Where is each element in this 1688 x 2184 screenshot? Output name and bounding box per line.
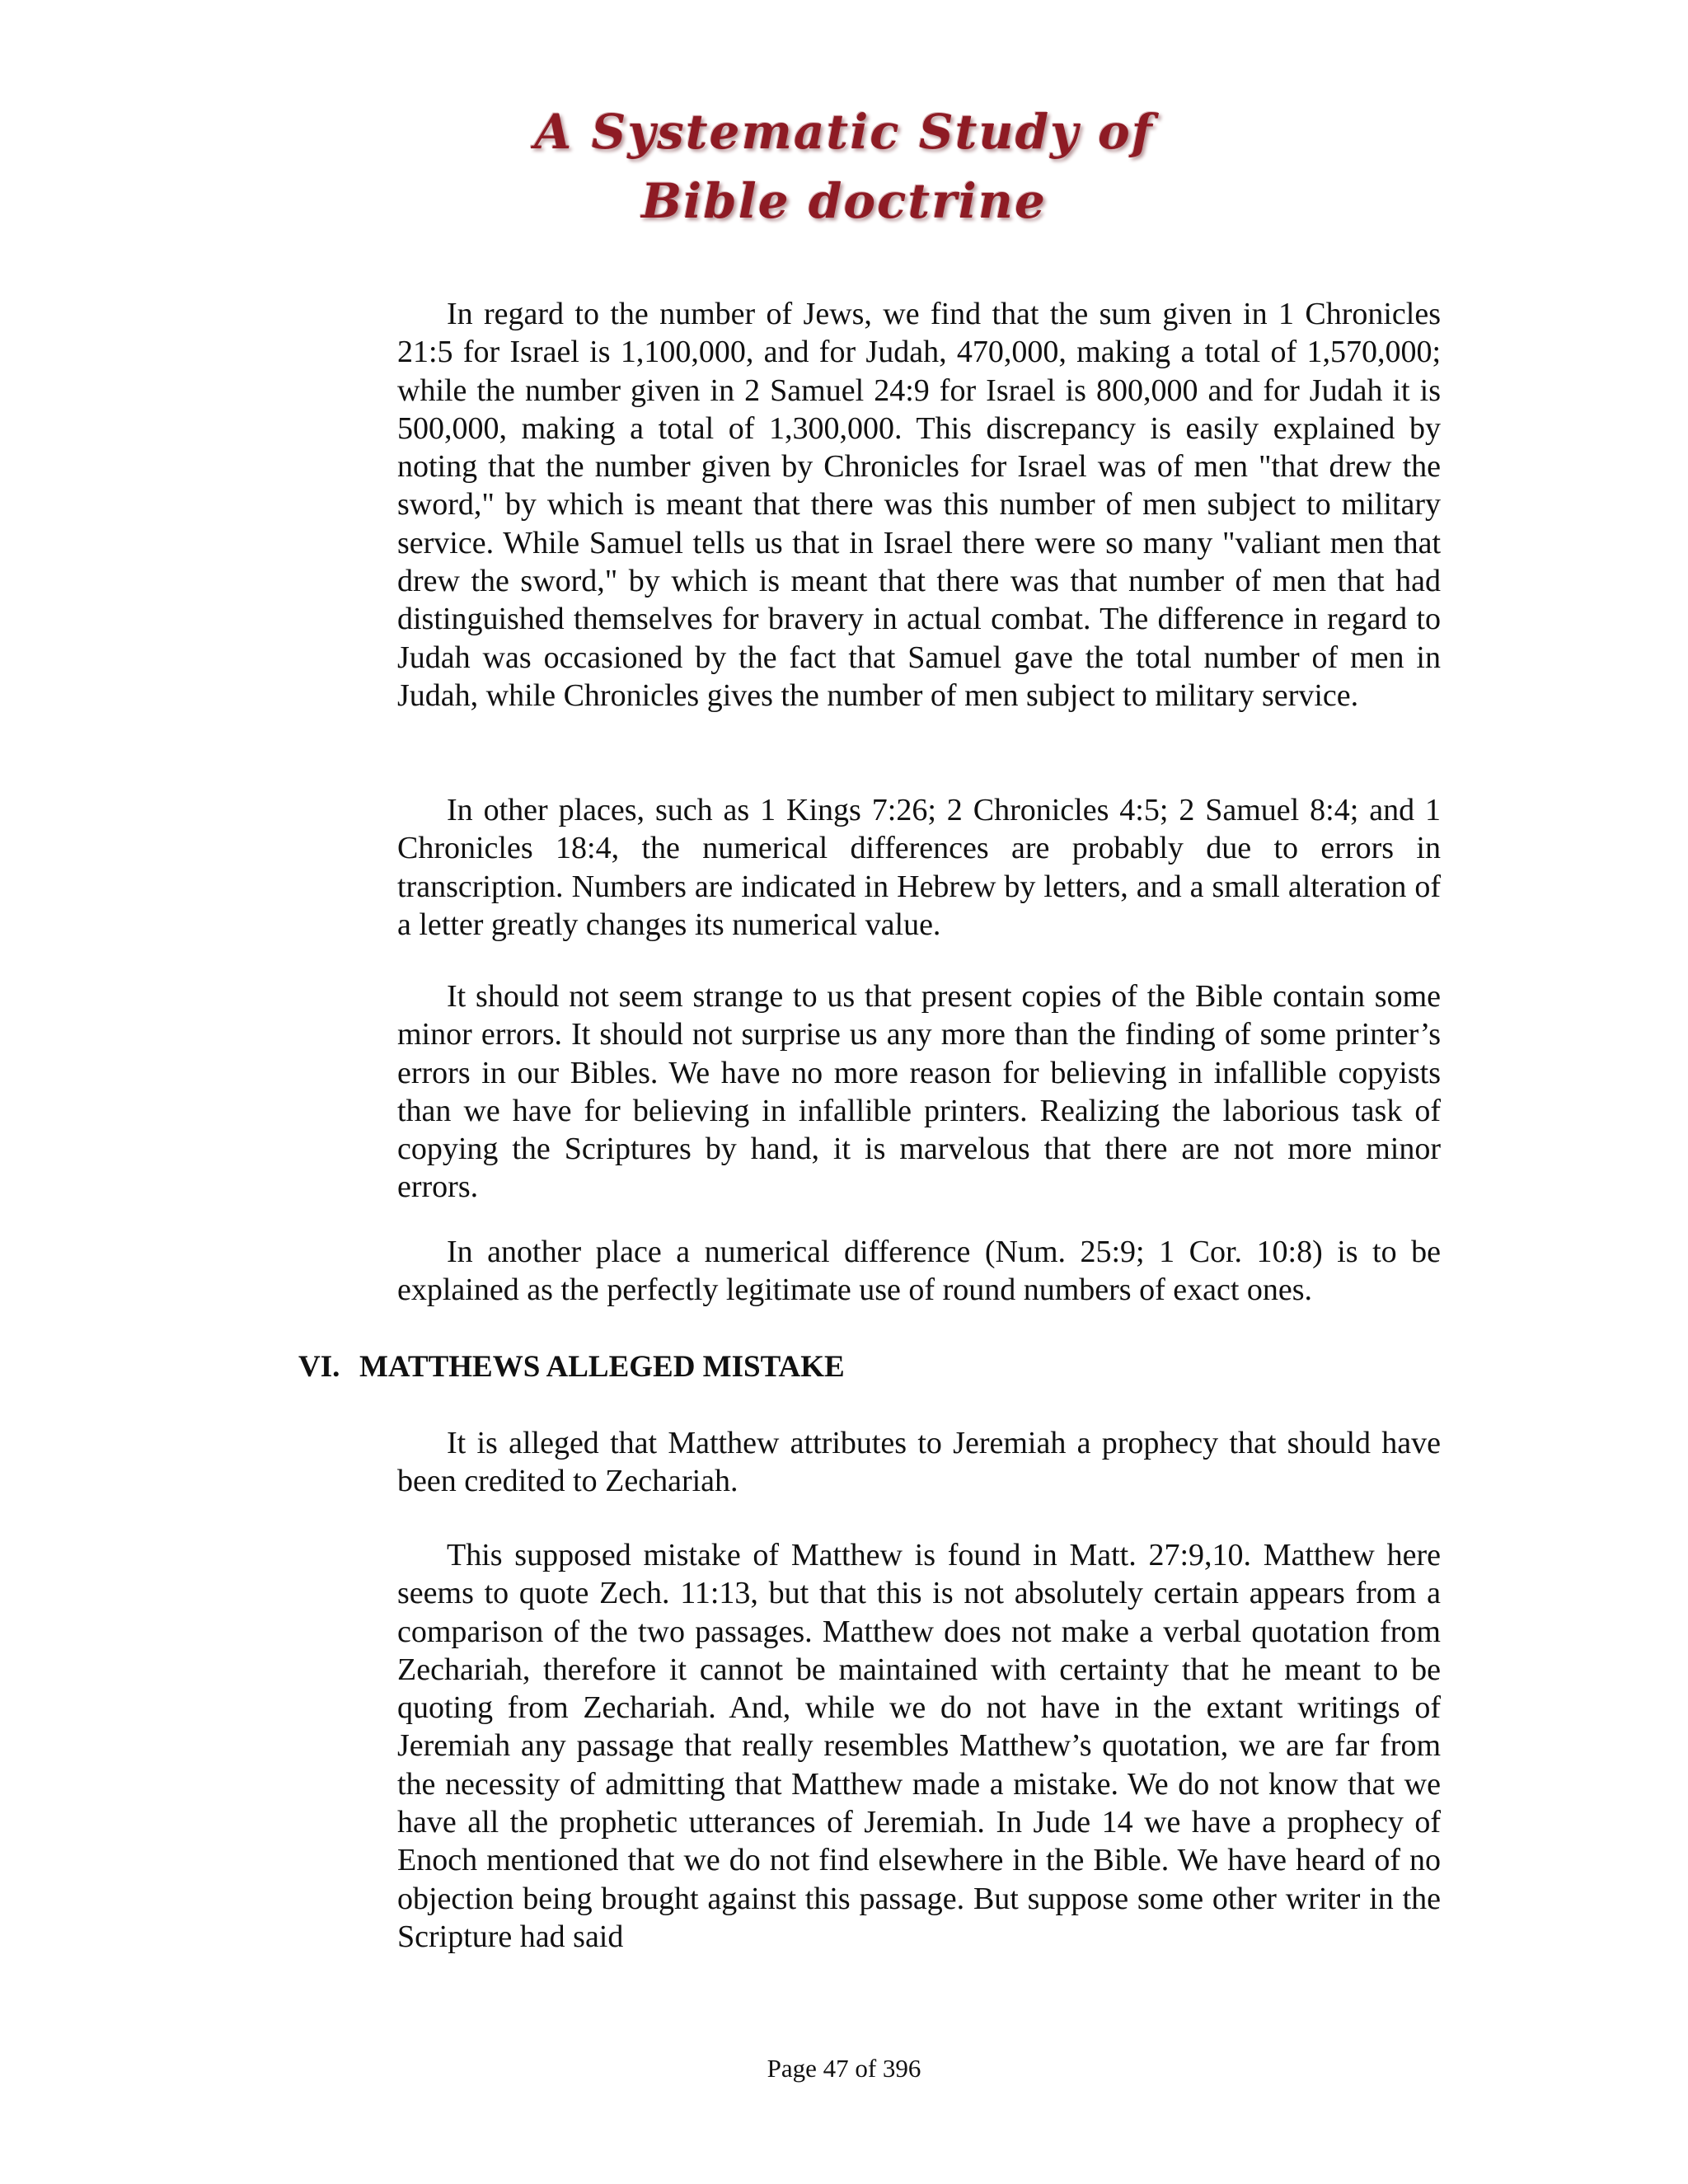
paragraph-round-numbers: In another place a numerical difference (Num. 25:9; 1 Cor. 10:8) is to be explained as the perfectly legitimate use of round numbers of exact ones.: [397, 1235, 1441, 1308]
paragraph-supposed-mistake: This supposed mistake of Matthew is found in Matt. 27:9,10. Matthew here seems to quote Zech. 11:13, but that this is not absolutely certain appears from a comparison of the two passages. Matthew does not make a verbal quotation from Zechariah, therefore it cannot be maintained with certainty that he meant to be quoting from Zechariah. And, while we do not have in the extant writings of Jeremiah any passage that really resembles Matthew’s quotation, we are far from the necessity of admitting that Matthew made a mistake. We do not know that we have all the prophetic utterances of Jeremiah. In Jude 14 we have a prophecy of Enoch mentioned that we do not find elsewhere in the Bible. We have heard of no objection being brought against this passage. But suppose some other writer in the Scripture had said: [397, 1538, 1441, 1954]
paragraph-alleged-mistake: It is alleged that Matthew attributes to Jeremiah a prophecy that should have been credited to Zechariah.: [397, 1426, 1441, 1499]
section-title: MATTHEWS ALLEGED MISTAKE: [359, 1350, 845, 1384]
paragraph-jews-census: In regard to the number of Jews, we find that the sum given in 1 Chronicles 21:5 for Israel is 1,100,000, and for Judah, 470,000, making a total of 1,570,000; while the number given in 2 Samuel 24:9 for Israel is 800,000 and for Judah it is 500,000, making a total of 1,300,000. This discrepancy is easily explained by noting that the number given by Chronicles for Israel was of men "that drew the sword," by which is meant that there was this number of men subject to military service. While Samuel tells us that in Israel there were so many "valiant men that drew the sword," by which is meant that there was that number of men that had distinguished themselves for bravery in actual combat. The difference in regard to Judah was occasioned by the fact that Samuel gave the total number of men in Judah, while Chronicles gives the number of men subject to military service.: [397, 297, 1441, 713]
page-masthead-title: [0, 97, 1688, 236]
masthead-line-1: A Systematic Study of: [534, 104, 1154, 160]
paragraph-minor-errors: It should not seem strange to us that present copies of the Bible contain some minor errors. It should not surprise us any more than the finding of some printer’s errors in our Bibles. We have no more reason for believing in infallible copyists than we have for believing in infallible printers. Realizing the laborious task of copying the Scriptures by hand, it is marvelous that there are not more minor errors.: [397, 979, 1441, 1205]
section-heading: [298, 1348, 845, 1386]
masthead-line-2: Bible doctrine: [641, 173, 1047, 229]
section-number: VI.: [298, 1350, 340, 1384]
paragraph-transcription-errors: In other places, such as 1 Kings 7:26; 2 Chronicles 4:5; 2 Samuel 8:4; and 1 Chronicles 18:4, the numerical differences are probably due to errors in transcription. Numbers are indicated in Hebrew by letters, and a small alteration of a letter greatly changes its numerical value.: [397, 793, 1441, 942]
page-number: Page 47 of 396: [767, 2054, 921, 2083]
